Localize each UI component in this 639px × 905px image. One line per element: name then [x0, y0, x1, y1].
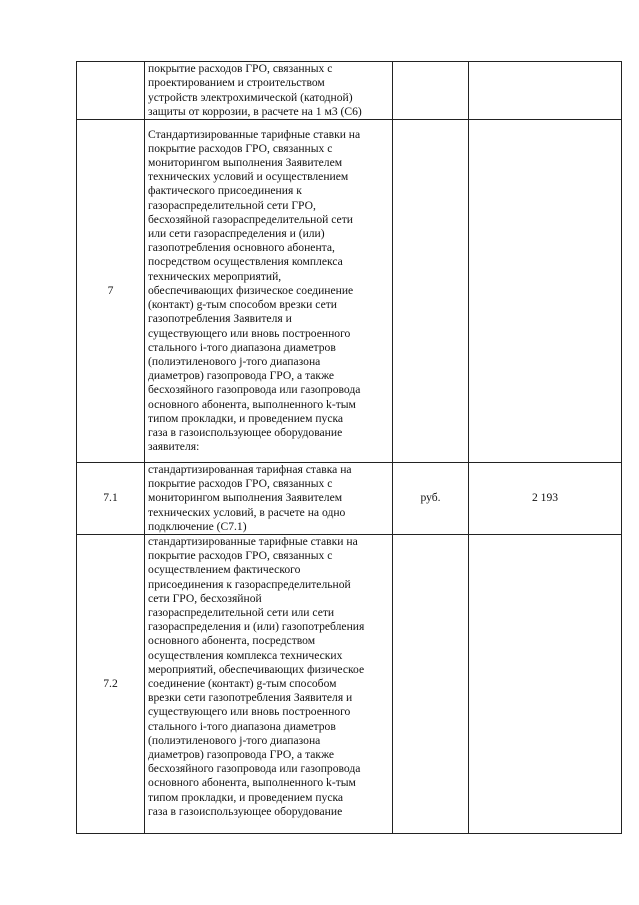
description-line: мониторингом выполнения Заявителем: [148, 491, 343, 505]
row-number: 7.1: [77, 463, 145, 535]
row-number: 7: [77, 120, 145, 463]
row-unit: [393, 120, 469, 463]
description-line: существующего или вновь построенного: [148, 326, 351, 340]
description-line: газа в газоиспользующее оборудование: [148, 804, 343, 818]
table-row: [77, 463, 622, 535]
row-value: [469, 62, 622, 120]
row-number: [77, 62, 145, 120]
description-line: мониторингом выполнения Заявителем: [148, 156, 343, 170]
row-value: [469, 535, 622, 834]
description-line: (контакт) g-тым способом врезки сети: [148, 298, 337, 312]
description-line: основного абонента, выполненного k-тым: [148, 776, 356, 790]
description-line: бесхозяйной газораспределительной сети: [148, 212, 353, 226]
description-line: посредством осуществления комплекса: [148, 255, 343, 269]
description-line: заявителя:: [148, 440, 200, 454]
row-value: 2 193: [469, 463, 622, 535]
description-line: существующего или вновь построенного: [148, 705, 351, 719]
row-description: [145, 62, 393, 120]
description-line: осуществления комплекса технических: [148, 648, 343, 662]
description-line: покрытие расходов ГРО, связанных с: [148, 62, 333, 76]
description-line: основного абонента, выполненного k-тым: [148, 397, 356, 411]
description-line: диаметров) газопровода ГРО, а также: [148, 748, 335, 762]
description-line: типом прокладки, и проведением пуска: [148, 790, 344, 804]
description-line: стандартизированная тарифная ставка на: [148, 463, 352, 476]
row-unit: руб.: [393, 463, 469, 535]
description-line: мероприятий, обеспечивающих физическое: [148, 662, 365, 676]
row-number: 7.2: [77, 535, 145, 834]
tariff-table: [76, 61, 622, 834]
description-line: газопотребления Заявителя и: [148, 312, 292, 326]
description-line: стального i-того диапазона диаметров: [148, 719, 336, 733]
description-line: покрытие расходов ГРО, связанных с: [148, 477, 333, 491]
description-line: соединение (контакт) g-тым способом: [148, 677, 337, 691]
description-line: покрытие расходов ГРО, связанных с: [148, 549, 333, 563]
description-line: фактического присоединения к: [148, 184, 302, 198]
description-line: устройств электрохимической (катодной): [148, 90, 353, 104]
description-line: подключение (С7.1): [148, 519, 247, 533]
row-description: [145, 535, 393, 834]
description-line: газораспределительной сети ГРО,: [148, 198, 316, 212]
description-line: технических мероприятий,: [148, 269, 282, 283]
description-line: (полиэтиленового j-того диапазона: [148, 733, 321, 747]
description-line: обеспечивающих физическое соединение: [148, 283, 354, 297]
description-line: технических условий и осуществлением: [148, 170, 349, 184]
description-line: газораспределительной сети или сети: [148, 606, 335, 620]
description-line: осуществлением фактического: [148, 563, 301, 577]
description-line: врезки сети газопотребления Заявителя и: [148, 691, 353, 705]
table-row: [77, 120, 622, 463]
description-line: газопотребления основного абонента,: [148, 241, 335, 255]
row-unit: [393, 62, 469, 120]
description-line: диаметров) газопровода ГРО, а также: [148, 369, 335, 383]
description-line: сети ГРО, бесхозяйной: [148, 591, 262, 605]
description-line: технических условий, в расчете на одно: [148, 505, 346, 519]
description-line: покрытие расходов ГРО, связанных с: [148, 141, 333, 155]
row-description: [145, 120, 393, 463]
row-value: [469, 120, 622, 463]
row-unit: [393, 535, 469, 834]
row-description: [145, 463, 393, 535]
description-line: типом прокладки, и проведением пуска: [148, 411, 344, 425]
description-line: или сети газораспределения и (или): [148, 227, 325, 241]
description-line: Стандартизированные тарифные ставки на: [148, 127, 361, 141]
description-line: присоединения к газораспределительной: [148, 577, 351, 591]
description-line: газа в газоиспользующее оборудование: [148, 425, 343, 439]
description-line: бесхозяйного газопровода или газопровода: [148, 383, 361, 397]
table-row: [77, 62, 622, 120]
description-line: стандартизированные тарифные ставки на: [148, 535, 358, 549]
description-line: основного абонента, посредством: [148, 634, 316, 648]
description-line: стального i-того диапазона диаметров: [148, 340, 336, 354]
description-line: защиты от коррозии, в расчете на 1 м3 (С6): [148, 104, 362, 118]
table-row: [77, 535, 622, 834]
description-line: бесхозяйного газопровода или газопровода: [148, 762, 361, 776]
description-line: проектированием и строительством: [148, 76, 325, 90]
description-line: (полиэтиленового j-того диапазона: [148, 354, 321, 368]
description-line: газораспределения и (или) газопотребления: [148, 620, 365, 634]
